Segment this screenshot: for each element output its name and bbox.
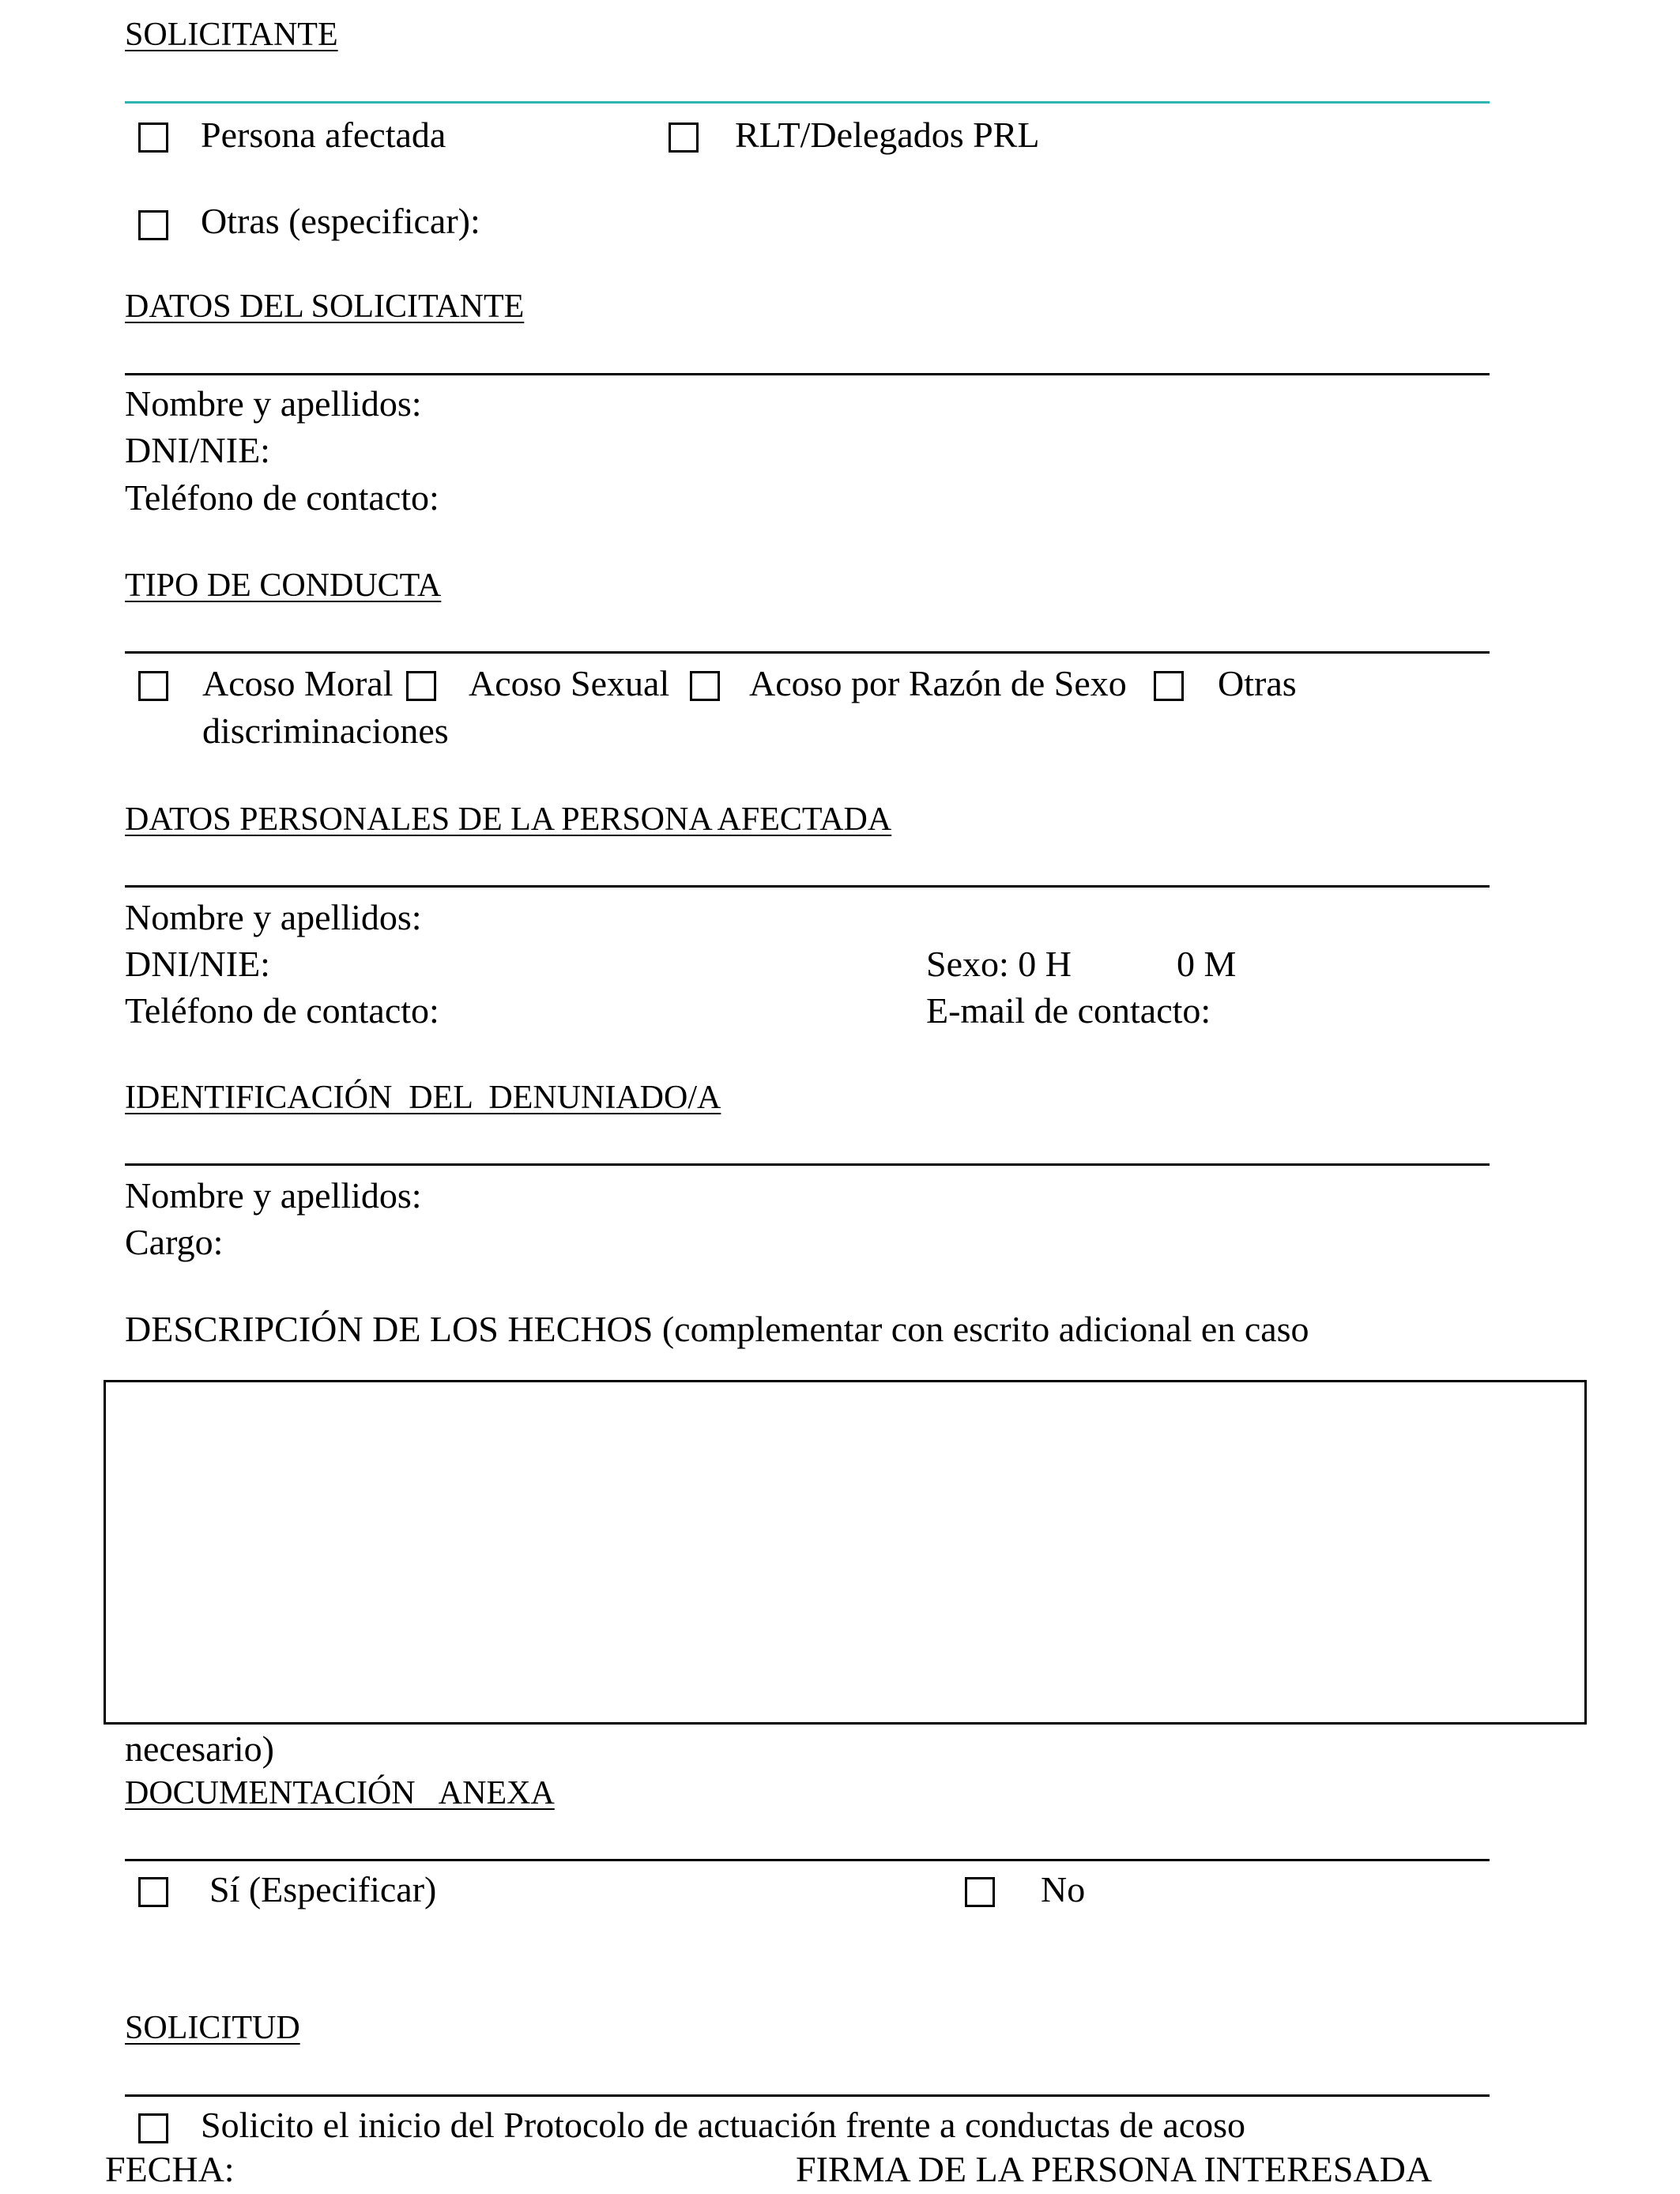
section-heading-tipo-conducta: TIPO DE CONDUCTA	[125, 567, 442, 604]
checkbox-otras-discriminaciones[interactable]	[1154, 671, 1184, 701]
checkbox-acoso-sexual[interactable]	[406, 671, 436, 701]
section-heading-datos-afectada: DATOS PERSONALES DE LA PERSONA AFECTADA	[125, 801, 892, 838]
section-heading-solicitud: SOLICITUD	[125, 2010, 300, 2046]
checkbox-acoso-razon-sexo[interactable]	[690, 671, 720, 701]
checkbox-documentacion-si[interactable]	[138, 1877, 168, 1907]
option-label-persona-afectada: Persona afectada	[201, 115, 446, 155]
field-label-dni: DNI/NIE:	[125, 944, 270, 984]
option-label-acoso-razon-sexo: Acoso por Razón de Sexo	[749, 663, 1127, 703]
option-label-documentacion-si: Sí (Especificar)	[209, 1869, 437, 1909]
section-divider	[125, 373, 1490, 375]
section-heading-documentacion: DOCUMENTACIÓN ANEXA	[125, 1775, 555, 1811]
option-label-continuation: discriminaciones	[202, 711, 449, 751]
sexo-option-m[interactable]: 0 M	[1177, 944, 1237, 984]
option-label-acoso-sexual: Acoso Sexual	[469, 663, 670, 703]
field-label-nombre: Nombre y apellidos:	[125, 897, 422, 937]
sexo-option-h[interactable]: 0 H	[1018, 944, 1072, 984]
firma-label: FIRMA DE LA PERSONA INTERESADA	[796, 2149, 1433, 2189]
checkbox-solicitud[interactable]	[138, 2113, 168, 2143]
checkbox-persona-afectada[interactable]	[138, 123, 168, 153]
section-divider	[125, 101, 1490, 104]
field-label-telefono: Teléfono de contacto:	[125, 477, 439, 518]
field-label-sexo: Sexo: 0 H 0 M	[926, 944, 1237, 984]
section-heading-datos-solicitante: DATOS DEL SOLICITANTE	[125, 288, 525, 325]
field-label-email: E-mail de contacto:	[926, 990, 1211, 1031]
section-heading-denunciado: IDENTIFICACIÓN DEL DENUNIADO/A	[125, 1080, 721, 1116]
description-label-end: necesario)	[125, 1728, 274, 1769]
field-label-cargo: Cargo:	[125, 1222, 224, 1262]
field-label-nombre: Nombre y apellidos:	[125, 1175, 422, 1216]
section-divider	[125, 1163, 1490, 1166]
checkbox-rlt-delegados[interactable]	[669, 123, 699, 153]
description-textarea[interactable]	[104, 1380, 1587, 1725]
field-label-nombre: Nombre y apellidos:	[125, 383, 422, 424]
option-label-otras: Otras (especificar):	[201, 201, 480, 241]
option-label-solicitud: Solicito el inicio del Protocolo de actuación frente a conductas de acoso	[201, 2105, 1246, 2145]
checkbox-documentacion-no[interactable]	[965, 1877, 995, 1907]
section-divider	[125, 2094, 1490, 2097]
checkbox-otras[interactable]	[138, 210, 168, 240]
option-label-documentacion-no: No	[1041, 1869, 1086, 1909]
section-divider	[125, 885, 1490, 888]
section-divider	[125, 1859, 1490, 1861]
option-label-acoso-moral: Acoso Moral	[202, 663, 394, 703]
option-label-rlt-delegados: RLT/Delegados PRL	[735, 115, 1040, 155]
field-label-dni: DNI/NIE:	[125, 430, 270, 470]
section-divider	[125, 651, 1490, 654]
option-label-otras-discriminaciones: Otras	[1218, 663, 1297, 703]
description-label: DESCRIPCIÓN DE LOS HECHOS (complementar con escrito adicional en caso	[125, 1309, 1309, 1349]
checkbox-acoso-moral[interactable]	[138, 671, 168, 701]
section-heading-solicitante: SOLICITANTE	[125, 17, 338, 53]
field-label-telefono: Teléfono de contacto:	[125, 990, 439, 1031]
fecha-label: FECHA:	[105, 2149, 235, 2189]
